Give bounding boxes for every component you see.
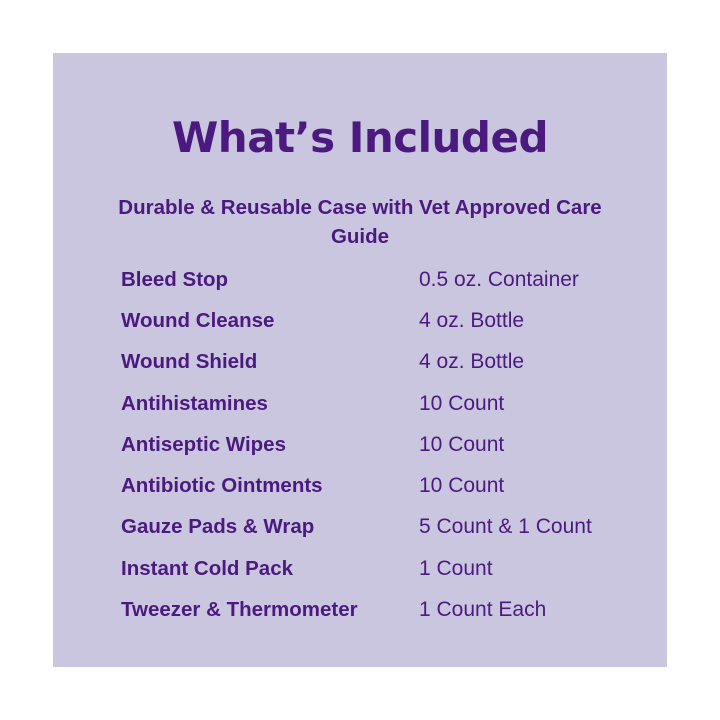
case-description: Durable & Reusable Case with Vet Approved Care Guide (118, 196, 602, 248)
item-quantity: 4 oz. Bottle (419, 350, 525, 374)
list-item (121, 589, 641, 630)
item-name: Tweezer & Thermometer (121, 598, 358, 622)
list-item (121, 465, 641, 506)
item-name: Antihistamines (121, 391, 268, 415)
list-item (121, 507, 641, 548)
list-item (121, 383, 641, 424)
item-name: Wound Cleanse (121, 308, 275, 332)
item-quantity: 1 Count (419, 556, 493, 580)
item-name: Gauze Pads & Wrap (121, 515, 315, 539)
item-name: Wound Shield (121, 350, 258, 374)
item-quantity: 10 Count (419, 391, 505, 415)
list-item (121, 424, 641, 465)
item-name: Antiseptic Wipes (121, 432, 286, 456)
item-name: Instant Cold Pack (121, 556, 294, 580)
included-items-list (121, 259, 641, 631)
item-quantity: 10 Count (419, 474, 505, 498)
item-quantity: 0.5 oz. Container (419, 267, 579, 291)
page-title: What’s Included (171, 113, 549, 162)
list-item (121, 259, 641, 300)
list-item (121, 342, 641, 383)
item-quantity: 5 Count & 1 Count (419, 515, 592, 539)
item-quantity: 10 Count (419, 432, 505, 456)
item-name: Bleed Stop (121, 267, 229, 291)
item-quantity: 4 oz. Bottle (419, 308, 525, 332)
list-item (121, 300, 641, 341)
list-item (121, 548, 641, 589)
item-quantity: 1 Count Each (419, 598, 547, 622)
item-name: Antibiotic Ointments (121, 474, 323, 498)
